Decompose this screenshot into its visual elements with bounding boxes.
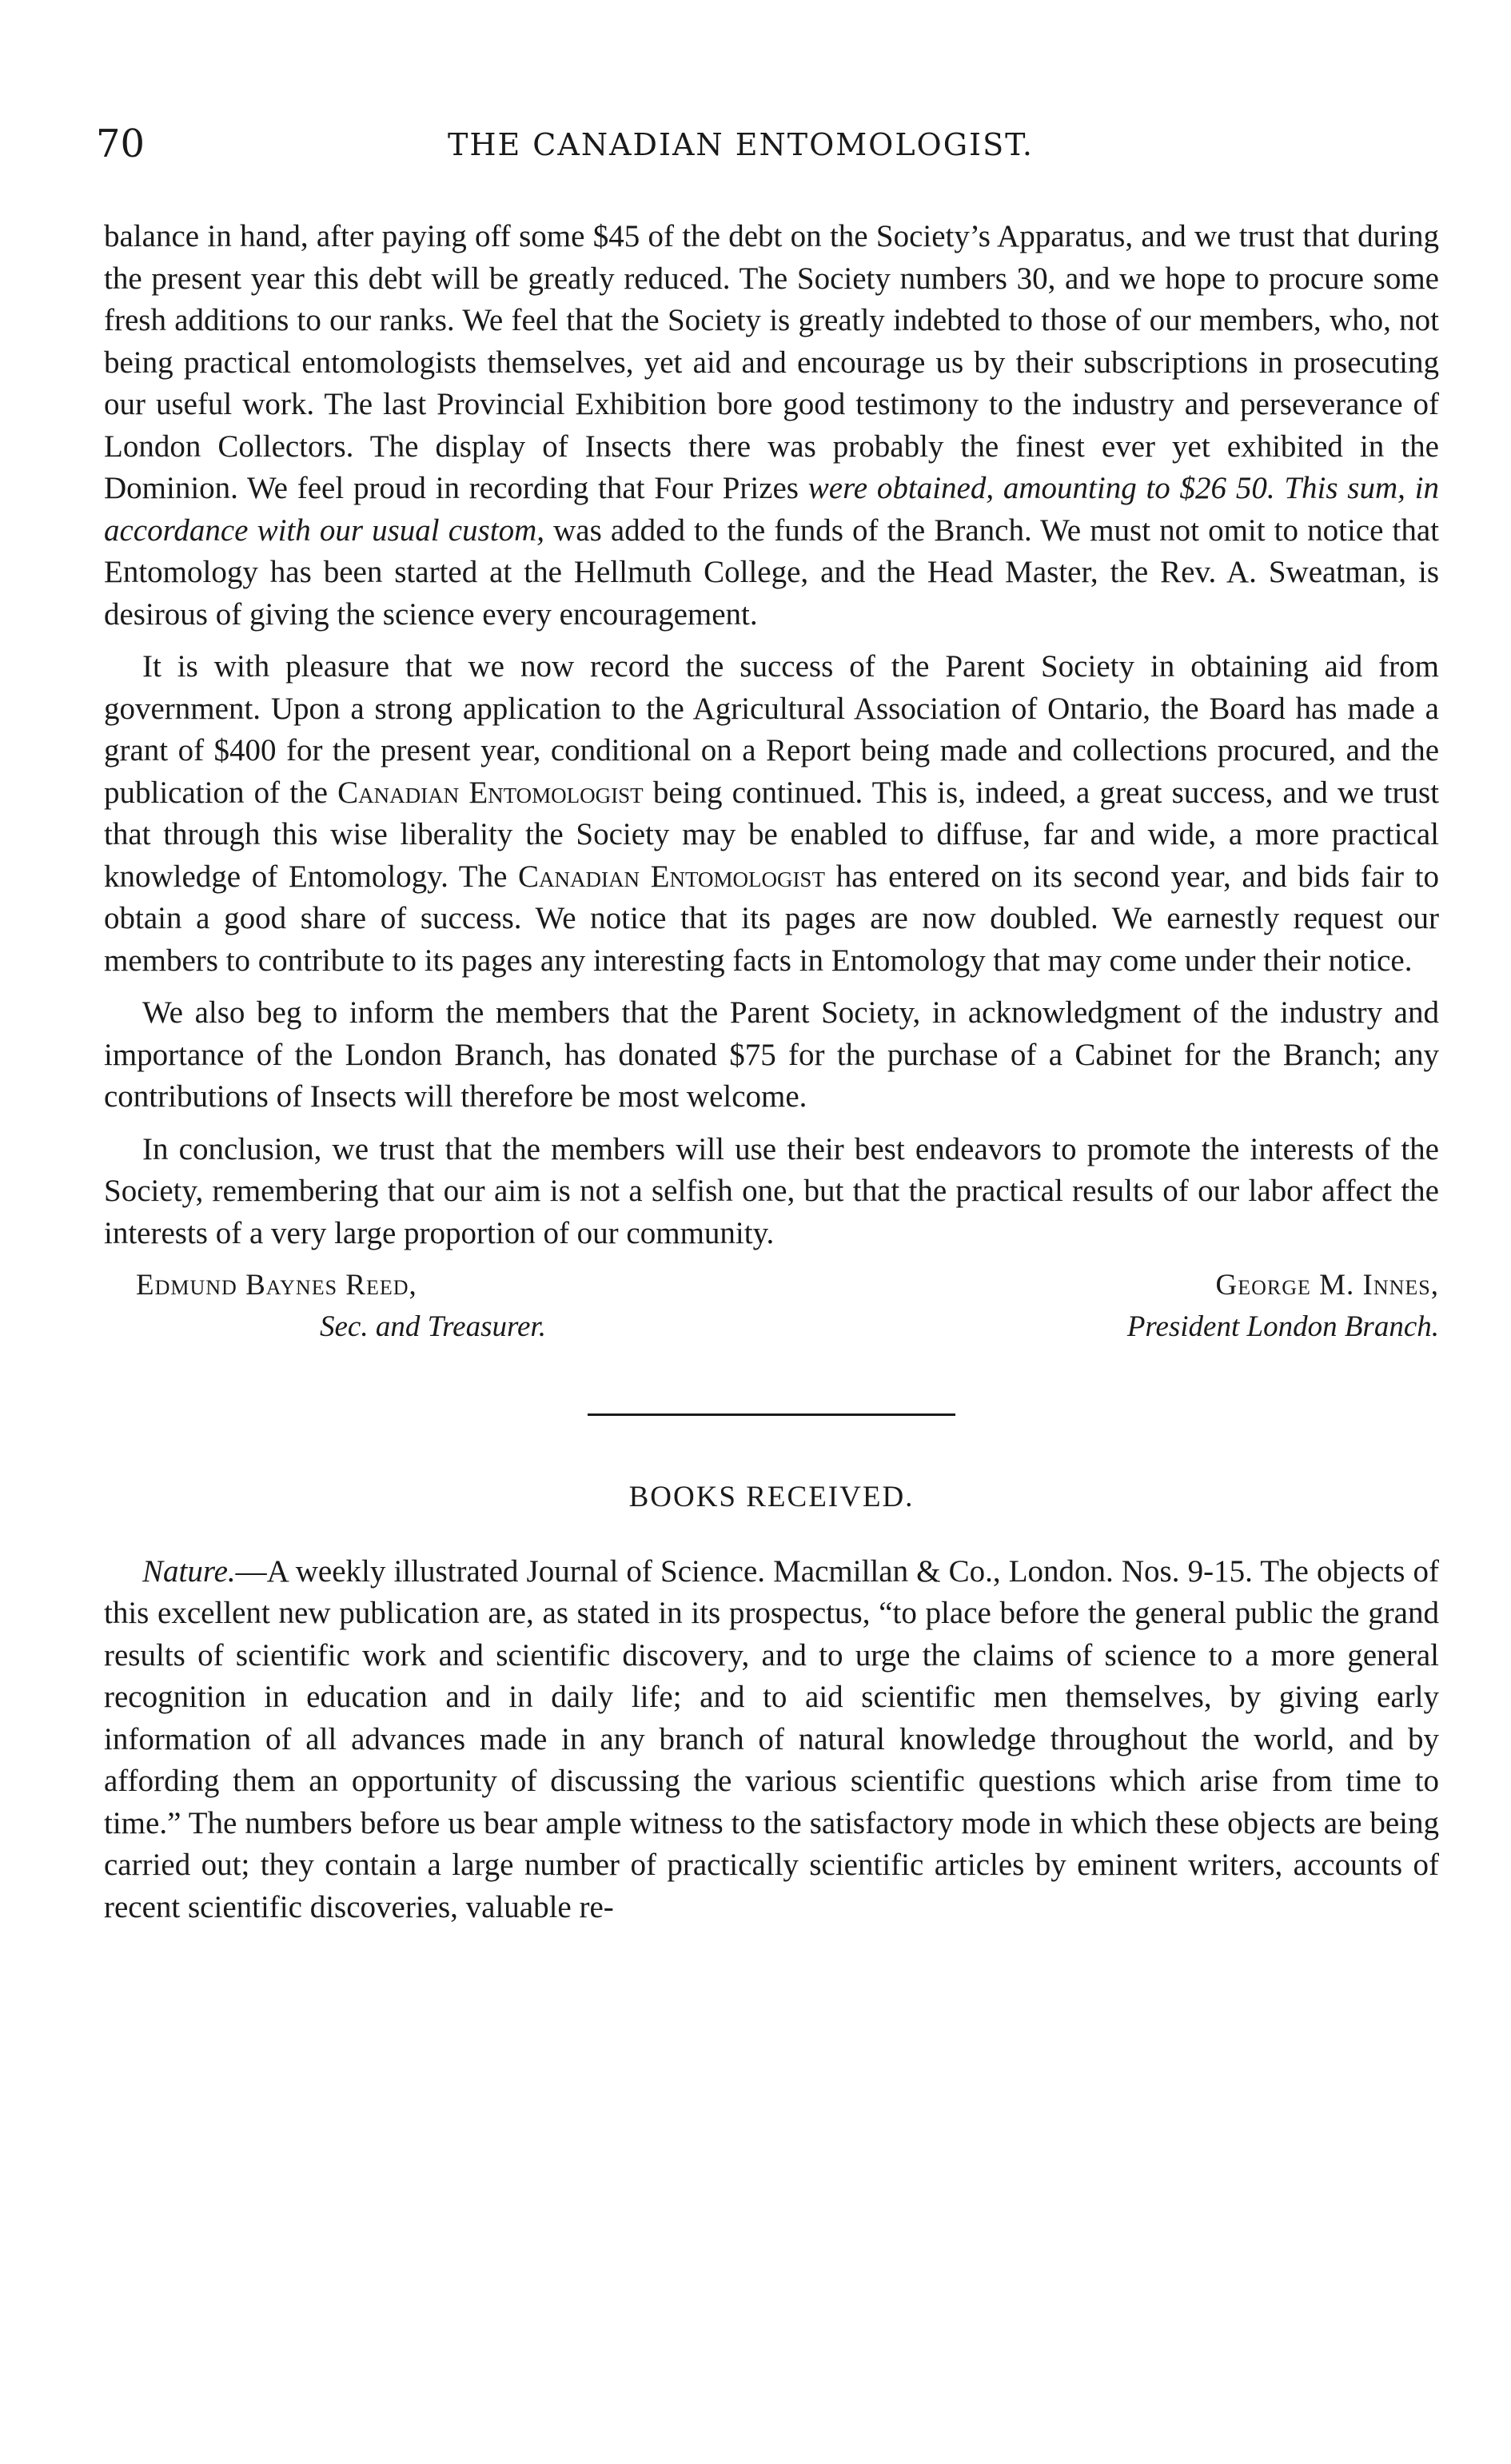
signature-right bbox=[1127, 1265, 1439, 1348]
paragraph-cabinet-donation: We also beg to inform the members that the Parent Society, in acknowledgment of the industry and importance of the London Branch, has donated $75 for the purchase of a Cabinet for the Branch; any contributions of Insects will therefore be most welcome. bbox=[104, 995, 1439, 1114]
paragraph-society-report bbox=[104, 216, 1439, 636]
signer-name: George M. Innes, bbox=[1215, 1269, 1439, 1302]
paragraph-conclusion: In conclusion, we trust that the members will use their best endeavors to promote the interests of the Society, remembering that our aim is not a selfish one, but that the practical results of our labor affect the interests of a very large proportion of our community. bbox=[104, 1131, 1439, 1250]
section-heading: BOOKS RECEIVED. bbox=[628, 1481, 915, 1513]
section-divider bbox=[588, 1413, 955, 1416]
book-title: Nature. bbox=[142, 1553, 236, 1589]
page-header bbox=[96, 120, 1439, 168]
signature-block bbox=[104, 1265, 1439, 1354]
paragraph-text: has entered on its second year, and bids fair to obtain a good share of success. We notice that its pages are now doubled. We earnestly request our members to contribute to its pages any interesting facts in Entomology that may come under their notice. bbox=[104, 859, 1439, 978]
running-title: THE CANADIAN ENTOMOLOGIST. bbox=[448, 127, 1034, 162]
signature-left bbox=[136, 1265, 546, 1348]
paragraph-text: —A weekly illustrated Journal of Science. Macmillan & Co., London. Nos. 9-15. The objects of this excellent new publication are, as stated in its prospectus, “to place before the general public the grand results of scientific work and scientific discovery, and to urge the claims of science to a more general recognition in education and in daily life; and to aid scientific men themselves, by giving early information of all advances made in any branch of natural knowledge throughout the world, and by affording them an opportunity of discussing the various scientific questions which arise from time to time.” The numbers before us bear ample witness to the satisfactory mode in which these objects are being carried out; they contain a large number of practically scientific articles by eminent writers, accounts of recent scientific discoveries, valuable re- bbox=[104, 1553, 1439, 1924]
paragraph-text: being continued. This is, indeed, a great success, and we trust that through this wise liberality the Society may be enabled to diffuse, far and wide, a more practical knowledge of Entomology. The bbox=[104, 775, 1439, 894]
page bbox=[96, 0, 1455, 2464]
signer-role: President London Branch. bbox=[1126, 1310, 1439, 1343]
paragraph-text: It is with pleasure that we now record the success of the Parent Society in obtaining aid from government. Upon a strong application to the Agricultural Association of Ontario, the Board has made a grant of $400 for the present year, conditional on a Report being made and collections procured, and the publication of the bbox=[104, 649, 1439, 810]
journal-title: Canadian Entomologist bbox=[337, 775, 644, 810]
paragraph-book-review bbox=[104, 1551, 1439, 1929]
journal-title: Canadian Entomologist bbox=[518, 859, 825, 894]
paragraph-text: balance in hand, after paying off some $45 of the debt on the Society’s Apparatus, and we trust that during the present year this debt will be greatly reduced. The Society numbers 30, and we hope to procure some fresh additions to our ranks. We feel that the Society is greatly indebted to those of our members, who, not being practical entomologists themselves, yet aid and encourage us by their subscriptions in prosecuting our useful work. The last Provincial Exhibition bore good testimony to the industry and perseverance of London Collectors. The display of Insects there was probably the finest ever yet exhibited in the Dominion. We feel proud in recording that Four Prizes bbox=[104, 219, 1439, 505]
signer-name: Edmund Baynes Reed, bbox=[136, 1269, 417, 1302]
italic-text: were obtained, amounting to $26 50. This sum, in accordance with our usual custom, bbox=[104, 471, 1439, 548]
signer-role: Sec. and Treasurer. bbox=[320, 1310, 546, 1343]
paragraph-text: was added to the funds of the Branch. We must not omit to notice that Entomology has been started at the Hellmuth College, and the Head Master, the Rev. A. Sweatman, is desirous of giving the science every encouragement. bbox=[104, 512, 1439, 632]
page-number: 70 bbox=[96, 122, 146, 166]
body-text bbox=[104, 216, 1439, 1939]
paragraph-government-aid bbox=[104, 646, 1439, 982]
